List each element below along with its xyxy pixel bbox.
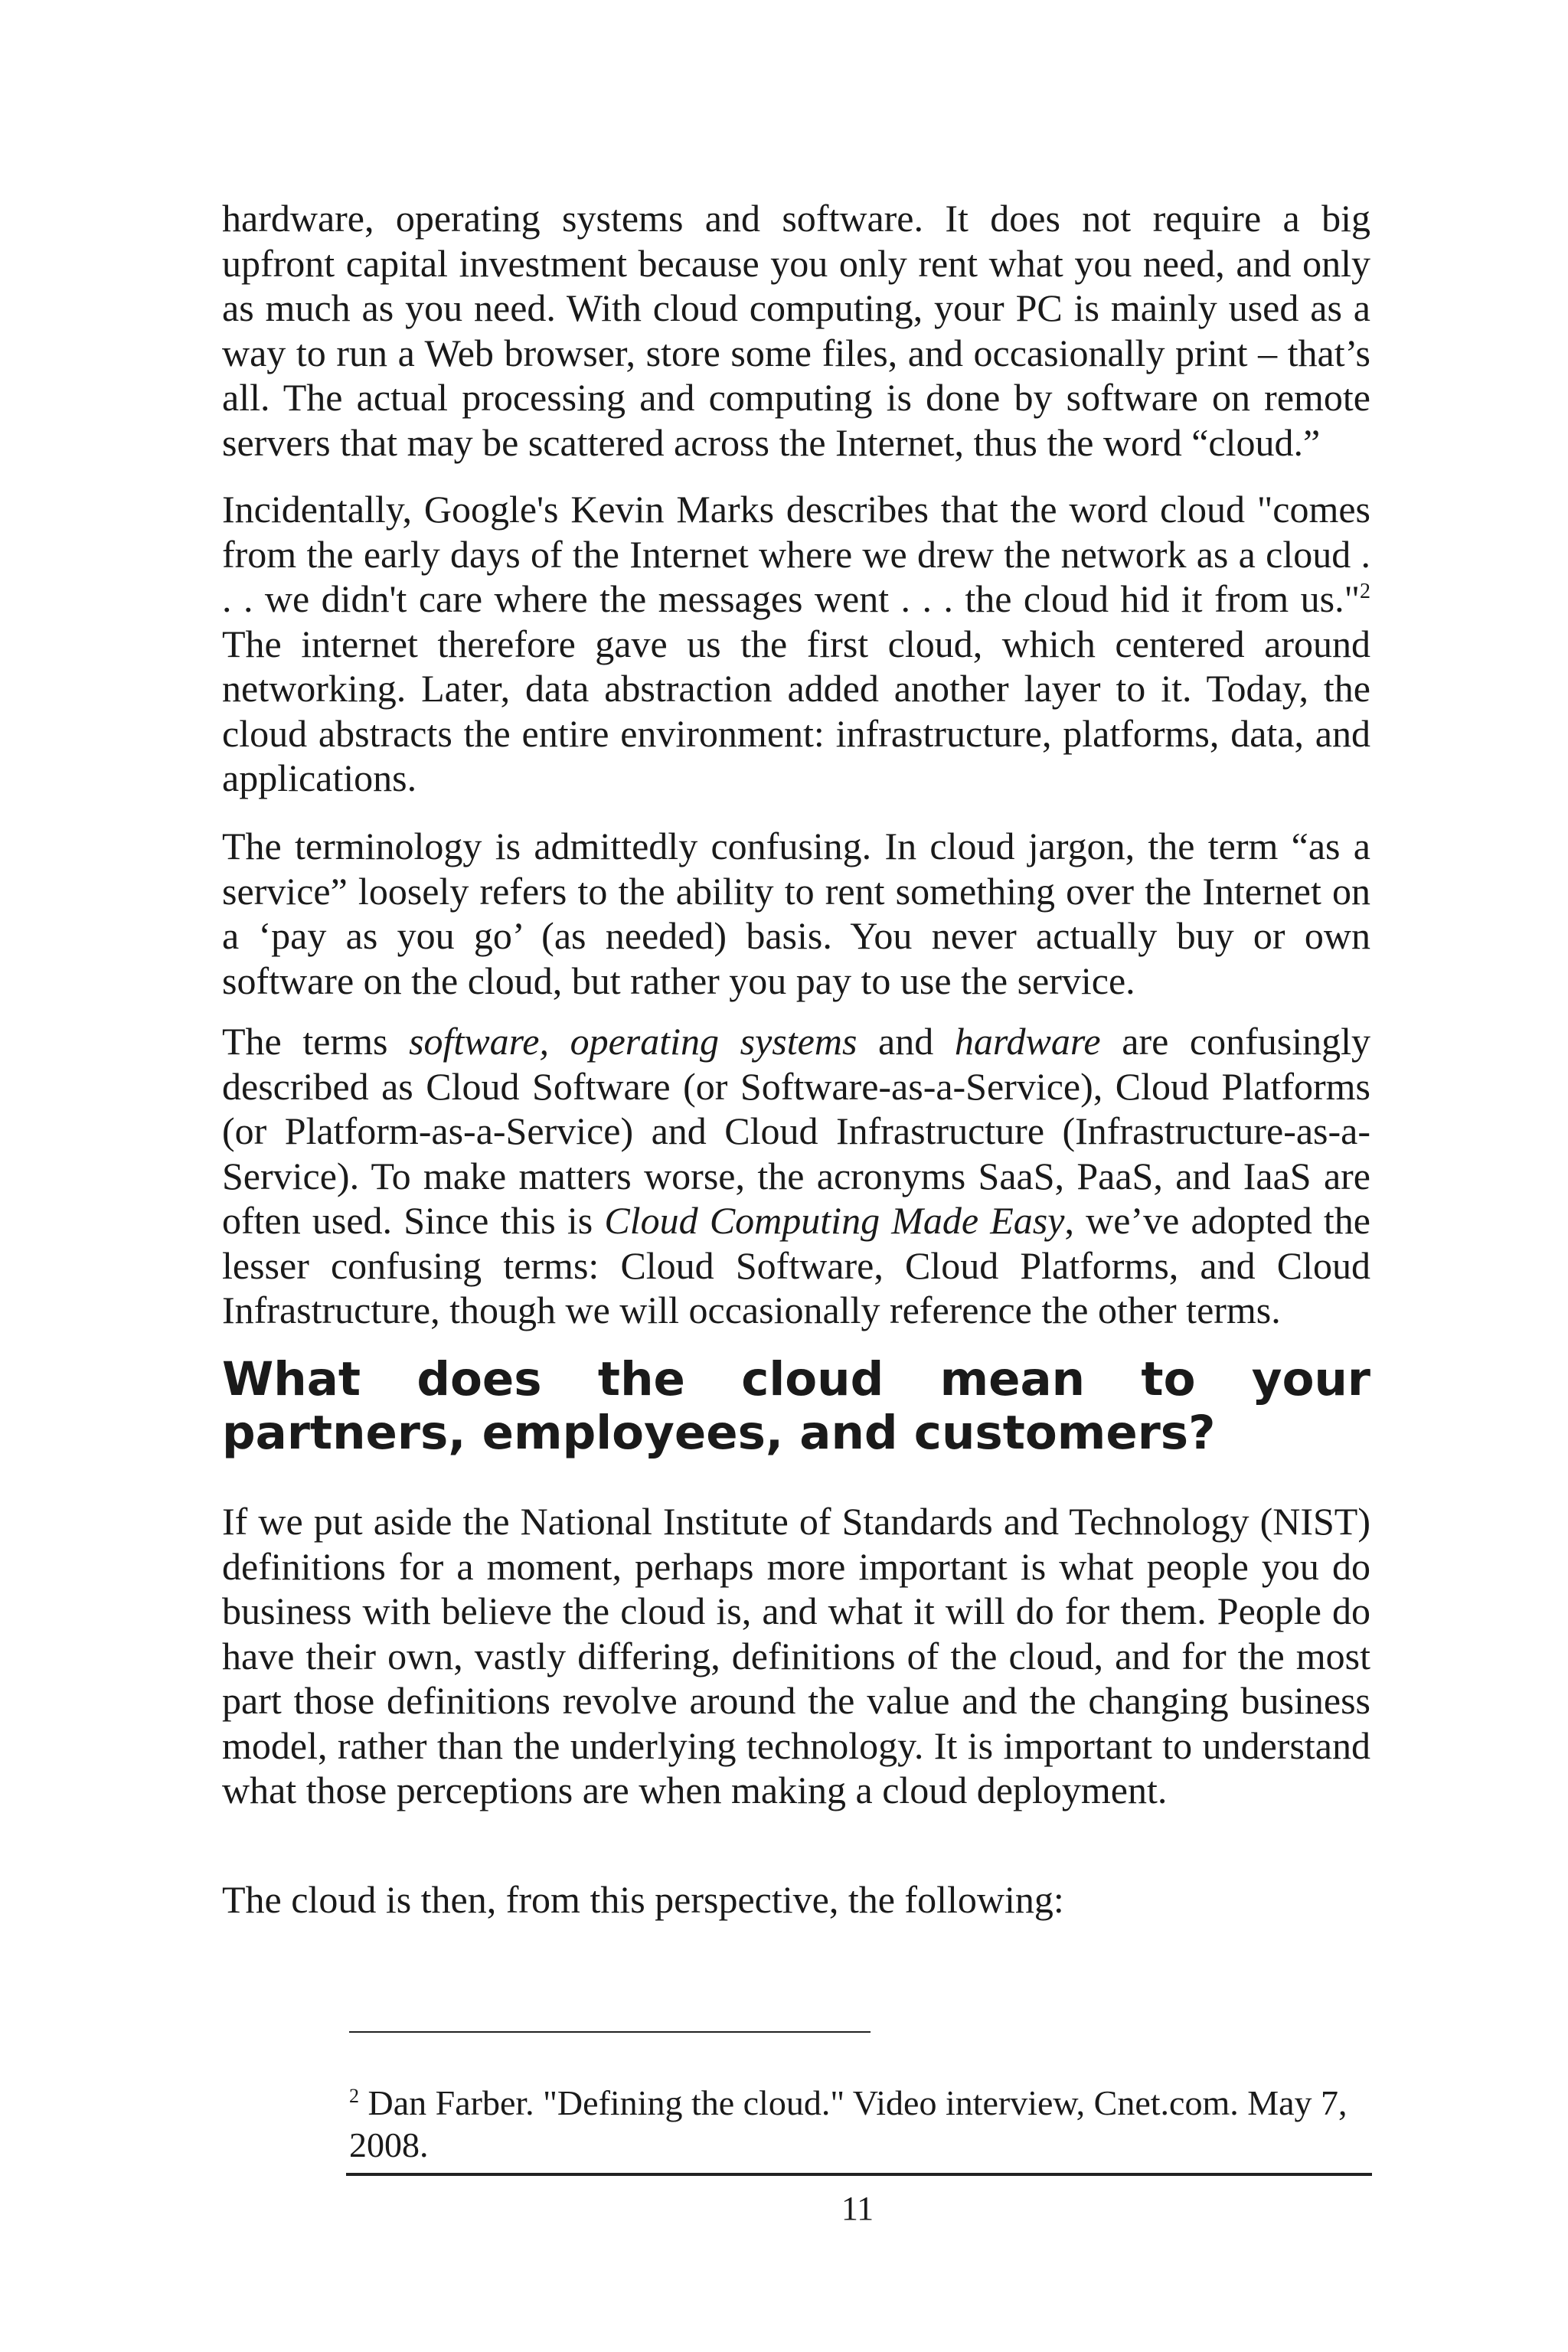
- paragraph-3: The terminology is admittedly confusing. In cloud jargon, the term “as a service” loosely refers to the ability to rent something over the Internet on a ‘pay as you go’ (as needed) basis. You never actually buy or own software on the cloud, but rather you pay to use the service.: [222, 825, 1370, 1002]
- page-footer-rule: [346, 2173, 1372, 2176]
- section-heading: What does the cloud mean to your partners, employees, and customers?: [222, 1352, 1370, 1460]
- footnote-number: 2: [349, 2085, 359, 2107]
- paragraph-2-text-a: Incidentally, Google's Kevin Marks describes that the word cloud "comes from the early days of the Internet where we drew the network as a cloud . . . we didn't care where the messages went . . . the cloud hid it from us.": [222, 488, 1370, 620]
- paragraph-4: [222, 1019, 1370, 1333]
- paragraph-4-text-c: and: [857, 1020, 955, 1063]
- paragraph-4-text-a: The terms: [222, 1020, 410, 1063]
- paragraph-5: If we put aside the National Institute of Standards and Technology (NIST) definitions for a moment, perhaps more important is what people you do business with believe the cloud is, and what it will do for them. People do have their own, vastly differing, definitions of the cloud, and for the most part those definitions revolve around the value and the changing business model, rather than the underlying technology. It is important to understand what those perceptions are when making a cloud deployment.: [222, 1500, 1370, 1811]
- paragraph-4-italic-hardware: hardware: [954, 1020, 1101, 1063]
- paragraph-2-text-b: The internet therefore gave us the first cloud, which centered around networking. Later, data abstraction added another layer to it. Today, the cloud abstracts the entire environment: infrastructure, platforms, data, and applications.: [222, 622, 1370, 799]
- paragraph-6: The cloud is then, from this perspective, the following:: [222, 1878, 1064, 1921]
- paragraph-2: [222, 487, 1370, 801]
- paragraph-4-italic-book-title: Cloud Computing Made Easy: [604, 1199, 1065, 1242]
- page-number: 11: [841, 2190, 874, 2227]
- footnote-separator: [349, 2031, 871, 2033]
- footnote: [349, 2075, 1367, 2166]
- footnote-reference[interactable]: 2: [1360, 580, 1370, 603]
- footnote-text: Dan Farber. "Defining the cloud." Video interview, Cnet.com. May 7, 2008.: [349, 2083, 1348, 2164]
- paragraph-4-text-g: , we’ve adopted the lesser confusing terms: Cloud Software, Cloud Platforms, and Cloud Infrastructure, though we will occasionally reference the other terms.: [222, 1199, 1370, 1331]
- paragraph-4-italic-terms: software, operating systems: [409, 1020, 858, 1063]
- paragraph-1: hardware, operating systems and software. It does not require a big upfront capital investment because you only rent what you need, and only as much as you need. With cloud computing, your PC is mainly used as a way to run a Web browser, store some files, and occasionally print – that’s all. The actual processing and computing is done by software on remote servers that may be scattered across the Internet, thus the word “cloud.”: [222, 197, 1370, 464]
- paragraph-4-text-e: are confusingly described as Cloud Software (or Software-as-a-Service), Cloud Platforms (or Platform-as-a-Service) and Cloud Infrastructure (Infrastructure-as-a-Service). To make matters worse, the acronyms SaaS, PaaS, and IaaS are often used. Since this is: [222, 1020, 1370, 1242]
